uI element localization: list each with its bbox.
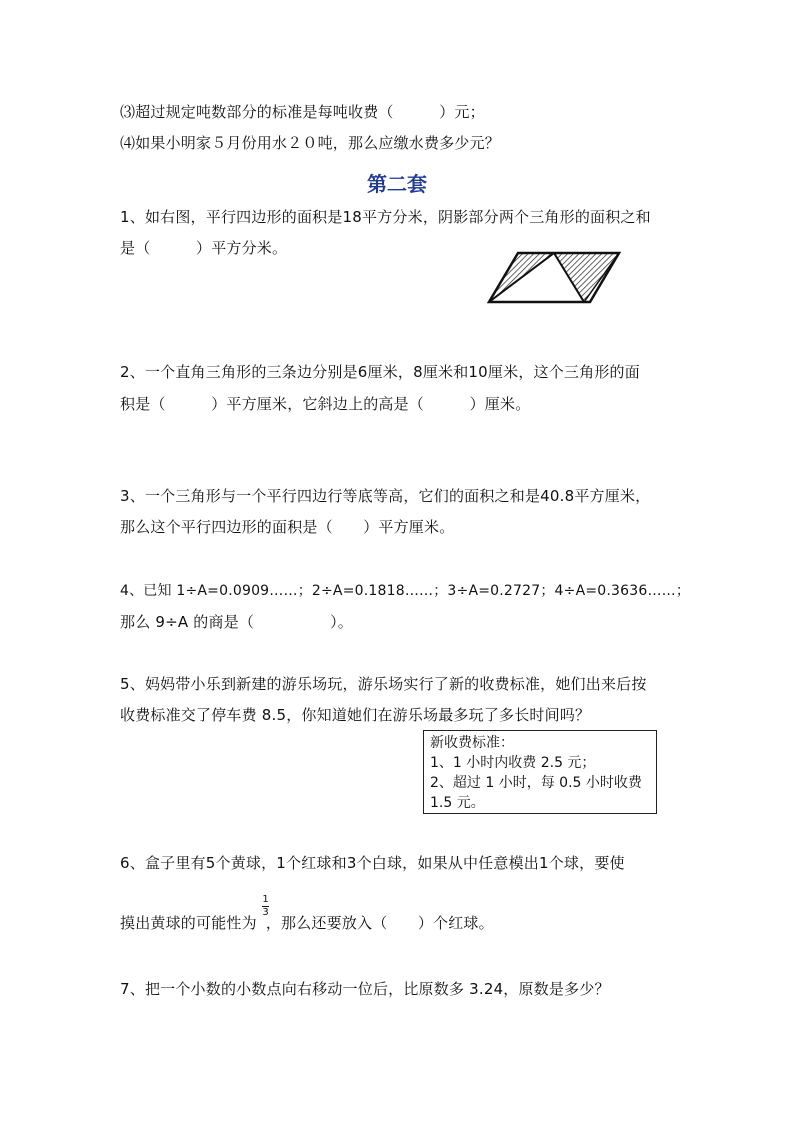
question-6-text-a: 摸出黄球的可能性为 <box>120 914 257 932</box>
fee-box-line: 新收费标准： <box>430 735 514 751</box>
question-3-line-2: 那么这个平行四边形的面积是（ ）平方厘米。 <box>120 518 455 536</box>
question-4-line-1: 4、已知 1÷A=0.0909……；2÷A=0.1818……；3÷A=0.2727；4÷A=0.3636……； <box>120 583 691 599</box>
question-5-line-2: 收费标准交了停车费 8.5，你知道她们在游乐场最多玩了多长时间吗？ <box>120 706 591 724</box>
question-1-line-2: 是（ ）平方分米。 <box>120 239 288 257</box>
prev-question-3: ⑶超过规定吨数部分的标准是每吨收费（ ）元； <box>120 103 485 121</box>
question-4-line-2: 那么 9÷A 的商是（ ）。 <box>120 613 354 631</box>
fraction-one-third <box>262 894 269 919</box>
question-3-line-1: 3、一个三角形与一个平行四边行等底等高，它们的面积之和是40.8平方厘米， <box>120 487 651 505</box>
question-2-line-2: 积是（ ）平方厘米，它斜边上的高是（ ）厘米。 <box>120 395 531 413</box>
parallelogram-figure <box>487 249 623 307</box>
section-title: 第二套 <box>367 172 427 196</box>
shaded-triangle-right <box>554 253 619 302</box>
question-7-line-1: 7、把一个小数的小数点向右移动一位后，比原数多 3.24，原数是多少？ <box>120 980 610 998</box>
question-6-text-b: ，那么还要放入（ ）个红球。 <box>265 914 494 932</box>
question-6-line-2 <box>120 913 494 933</box>
fraction-numerator: 1 <box>262 894 269 905</box>
fraction-denominator: 3 <box>262 907 269 918</box>
question-1-line-1: 1、如右图，平行四边形的面积是18平方分米，阴影部分两个三角形的面积之和 <box>120 208 651 226</box>
prev-question-4: ⑷如果小明家５月份用水２０吨，那么应缴水费多少元？ <box>120 134 501 152</box>
question-2-line-1: 2、一个直角三角形的三条边分别是6厘米，8厘米和10厘米，这个三角形的面 <box>120 363 640 381</box>
question-6-line-1: 6、盒子里有5个黄球，1个红球和3个白球，如果从中任意模出1个球，要使 <box>120 854 625 872</box>
fee-standard-box <box>423 730 657 814</box>
fee-box-line: 1.5 元。 <box>430 795 485 811</box>
question-5-line-1: 5、妈妈带小乐到新建的游乐场玩，游乐场实行了新的收费标准，她们出来后按 <box>120 675 647 693</box>
fee-box-line: 2、超过 1 小时，每 0.5 小时收费 <box>430 775 642 791</box>
fee-box-line: 1、1 小时内收费 2.5 元； <box>430 755 596 771</box>
